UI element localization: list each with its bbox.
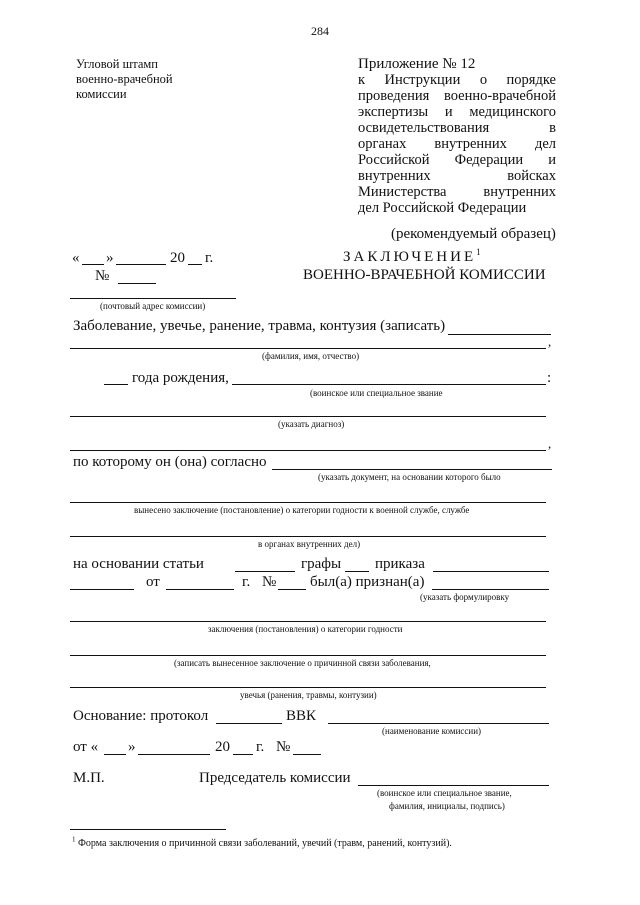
- chairman-label: Председатель комиссии: [199, 770, 351, 786]
- conclusion-caption: заключения (постановления) о категории годности: [208, 624, 403, 634]
- conclusion-title: [343, 249, 484, 266]
- appendix-word: проведения: [358, 88, 430, 104]
- appendix-line: [358, 200, 556, 216]
- according-label: по которому он (она) согласно: [73, 454, 267, 470]
- year-prefix: 20: [170, 250, 185, 266]
- appendix-line: [358, 120, 556, 136]
- protocol-number-sign: №: [276, 739, 291, 755]
- issued-caption: вынесено заключение (постановление) о категории годности к военной службе, службе: [134, 505, 470, 515]
- issued-line: [70, 502, 546, 503]
- birth-year-label: года рождения,: [132, 370, 229, 386]
- appendix-line: [358, 152, 556, 168]
- appendix-word: медицинского: [469, 104, 556, 120]
- basis-label: Основание: протокол: [73, 708, 209, 724]
- appendix-word: Российской: [358, 152, 430, 168]
- stamp-place-label: М.П.: [73, 770, 105, 786]
- protocol-line: [216, 723, 282, 724]
- vvk-label: ВВК: [286, 708, 317, 724]
- protocol-from-label: от «: [73, 739, 99, 755]
- year-suffix: г.: [205, 250, 214, 266]
- conclusion-line: [70, 621, 546, 622]
- organs-line: [70, 536, 546, 537]
- order-from-label: от: [146, 574, 160, 590]
- injury-line: [70, 687, 546, 688]
- protocol-year-suffix: г.: [256, 739, 265, 755]
- protocol-number-line: [293, 754, 321, 755]
- appendix-word: порядке: [506, 72, 556, 88]
- order-day-line: [166, 589, 234, 590]
- causal-caption: (записать вынесенное заключение о причинной связи заболевания,: [174, 658, 431, 668]
- fio-line: [70, 348, 546, 349]
- disease-label: Заболевание, увечье, ранение, травма, контузия (записать): [73, 318, 446, 334]
- signature-caption: фамилия, инициалы, подпись): [389, 801, 505, 811]
- appendix-word: о: [479, 72, 488, 88]
- appendix-line: [358, 104, 556, 120]
- rank2-caption: (воинское или специальное звание,: [377, 788, 512, 798]
- appendix-line: [358, 168, 556, 184]
- appendix-word: освидетельствования: [358, 120, 490, 136]
- rank-line: [232, 384, 546, 385]
- appendix-word: Федерации: [454, 152, 524, 168]
- recognized-line: [432, 589, 549, 590]
- according-line: [272, 469, 552, 470]
- based-article-label: на основании статьи: [73, 556, 204, 572]
- appendix-word: военно-врачебной: [443, 88, 556, 104]
- order-line: [433, 571, 549, 572]
- injury-caption: увечья (ранения, травмы, контузии): [240, 690, 377, 700]
- commission-name-line: [328, 723, 549, 724]
- footnote-text: Форма заключения о причинной связи заболеваний, увечий (травм, ранений, контузий).: [78, 838, 452, 849]
- protocol-day-line: [104, 754, 126, 755]
- diagnosis-comma: ,: [548, 436, 552, 451]
- organs-caption: в органах внутренних дел): [258, 539, 361, 549]
- conclusion-title-text: ЗАКЛЮЧЕНИЕ: [343, 249, 477, 265]
- protocol-year: 20: [215, 739, 230, 755]
- appendix-word: и: [444, 104, 453, 120]
- recommended-sample: (рекомендуемый образец): [391, 226, 556, 242]
- appendix-line: [358, 136, 556, 152]
- appendix-word: к: [358, 72, 366, 88]
- rank-caption: (воинское или специальное звание: [310, 388, 443, 398]
- causal-line: [70, 655, 546, 656]
- number-sign: №: [95, 268, 110, 284]
- diagnosis-caption: (указать диагноз): [278, 419, 345, 429]
- order-label: приказа: [375, 556, 425, 572]
- order-number-sign: №: [262, 574, 277, 590]
- number-line: [118, 283, 156, 284]
- footnote: [72, 835, 452, 850]
- appendix-word: внутренних: [434, 136, 507, 152]
- column-line: [345, 571, 369, 572]
- year-line: [188, 264, 202, 265]
- date-close-quote: »: [106, 250, 114, 266]
- postal-line: [70, 298, 236, 299]
- commission-title: ВОЕННО-ВРАЧЕБНОЙ КОМИССИИ: [303, 267, 546, 283]
- stamp-line: комиссии: [76, 87, 127, 101]
- fio-caption: (фамилия, имя, отчество): [262, 351, 360, 361]
- rank-colon: :: [547, 370, 552, 386]
- article-line: [235, 571, 295, 572]
- appendix-word: Инструкции: [384, 72, 461, 88]
- appendix-word: дел: [534, 136, 556, 152]
- diagnosis-line-2: [70, 450, 546, 451]
- formulation-caption: (указать формулировку: [420, 592, 510, 602]
- footnote-separator: [70, 829, 226, 830]
- birth-year-line: [104, 384, 128, 385]
- document-caption: (указать документ, на основании которого было: [318, 472, 501, 482]
- stamp-line: Угловой штамп: [76, 57, 159, 71]
- protocol-year-line: [233, 754, 253, 755]
- page-number: 284: [311, 24, 329, 38]
- appendix-word: в: [549, 120, 556, 136]
- appendix-word: дел Российской Федерации: [358, 200, 527, 216]
- title-footnote-mark: 1: [476, 247, 484, 257]
- appendix-title: Приложение № 12: [358, 56, 476, 72]
- appendix-word: органах: [358, 136, 407, 152]
- fio-comma: ,: [548, 334, 552, 349]
- commission-name-caption: (наименование комиссии): [382, 726, 482, 736]
- day-line: [82, 264, 104, 265]
- order-date-line: [70, 589, 134, 590]
- footnote-mark: 1: [72, 835, 76, 844]
- month-line: [116, 264, 166, 265]
- appendix-line: [358, 184, 556, 200]
- appendix-word: внутренних: [483, 184, 556, 200]
- appendix-word: внутренних: [358, 168, 431, 184]
- column-label: графы: [301, 556, 342, 572]
- corner-stamp: [76, 57, 173, 102]
- date-open-quote: «: [72, 250, 80, 266]
- appendix-word: войсках: [507, 168, 556, 184]
- order-number-line: [278, 589, 306, 590]
- appendix-word: Министерства: [358, 184, 447, 200]
- protocol-month-line: [138, 754, 210, 755]
- disease-line: [448, 334, 551, 335]
- protocol-close-quote: »: [128, 739, 136, 755]
- appendix-word: и: [548, 152, 556, 168]
- appendix-line: [358, 88, 556, 104]
- appendix-word: экспертизы: [358, 104, 429, 120]
- diagnosis-line: [70, 416, 546, 417]
- postal-caption: (почтовый адрес комиссии): [100, 301, 206, 311]
- chairman-signature-line: [358, 785, 549, 786]
- recognized-label: был(а) признан(а): [310, 574, 425, 590]
- stamp-line: военно-врачебной: [76, 72, 173, 86]
- appendix-line: [358, 72, 556, 88]
- order-year-suffix: г.: [242, 574, 251, 590]
